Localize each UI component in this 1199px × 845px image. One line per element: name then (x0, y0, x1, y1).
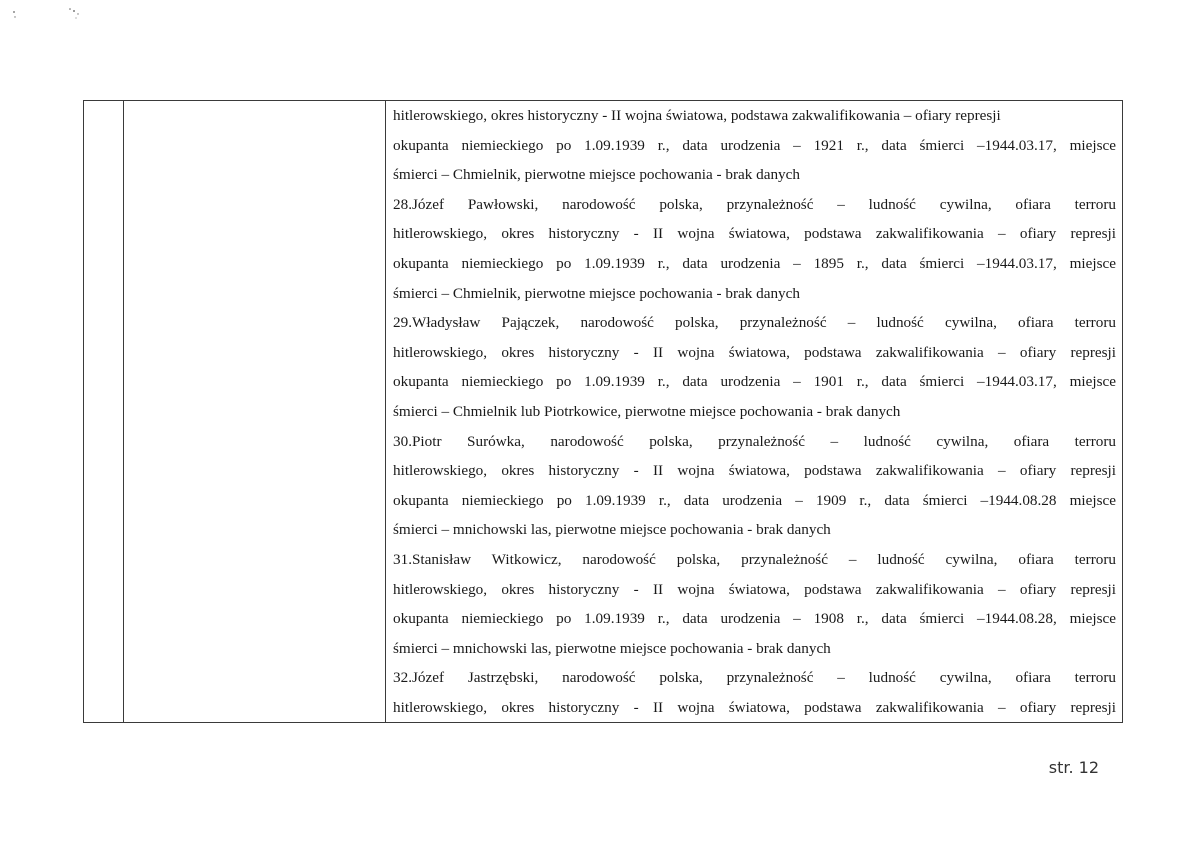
description-cell (386, 101, 1123, 723)
text-line: śmierci – mnichowski las, pierwotne miejsce pochowania - brak danych (393, 639, 831, 657)
text-line: 30.Piotr Surówka, narodowość polska, przynależność – ludność cywilna, ofiara terroru (393, 432, 1116, 450)
scan-specks (8, 4, 98, 24)
text-line: hitlerowskiego, okres historyczny - II wojna światowa, podstawa zakwalifikowania – ofiary represji (393, 107, 1001, 124)
text-line: okupanta niemieckiego po 1.09.1939 r., data urodzenia – 1895 r., data śmierci –1944.03.17, miejsce (393, 254, 1116, 272)
page-number: str. 12 (1048, 758, 1099, 777)
text-line: 28.Józef Pawłowski, narodowość polska, przynależność – ludność cywilna, ofiara terroru (393, 195, 1116, 213)
table-row (84, 101, 1123, 723)
text-line: okupanta niemieckiego po 1.09.1939 r., data urodzenia – 1909 r., data śmierci –1944.08.28 miejsce (393, 491, 1116, 509)
text-line: hitlerowskiego, okres historyczny - II wojna światowa, podstawa zakwalifikowania – ofiary represji (393, 580, 1116, 598)
text-line: śmierci – mnichowski las, pierwotne miejsce pochowania - brak danych (393, 521, 831, 539)
text-line: hitlerowskiego, okres historyczny - II wojna światowa, podstawa zakwalifikowania – ofiary represji (393, 343, 1116, 361)
records-table (83, 100, 1123, 723)
name-column-cell (124, 101, 386, 723)
text-line: śmierci – Chmielnik lub Piotrkowice, pierwotne miejsce pochowania - brak danych (393, 402, 901, 420)
text-line: hitlerowskiego, okres historyczny - II wojna światowa, podstawa zakwalifikowania – ofiary represji (393, 462, 1116, 480)
text-line: okupanta niemieckiego po 1.09.1939 r., data urodzenia – 1921 r., data śmierci –1944.03.17, miejsce (393, 136, 1116, 154)
text-line: okupanta niemieckiego po 1.09.1939 r., data urodzenia – 1901 r., data śmierci –1944.03.17, miejsce (393, 373, 1116, 391)
text-line: okupanta niemieckiego po 1.09.1939 r., data urodzenia – 1908 r., data śmierci –1944.08.28, miejsce (393, 610, 1116, 628)
text-line: 31.Stanisław Witkowicz, narodowość polska, przynależność – ludność cywilna, ofiara terroru (393, 550, 1116, 568)
text-line: hitlerowskiego, okres historyczny - II wojna światowa, podstawa zakwalifikowania – ofiary represji (393, 698, 1116, 716)
text-line: śmierci – Chmielnik, pierwotne miejsce pochowania - brak danych (393, 166, 800, 184)
text-line: śmierci – Chmielnik, pierwotne miejsce pochowania - brak danych (393, 284, 800, 302)
text-line: hitlerowskiego, okres historyczny - II wojna światowa, podstawa zakwalifikowania – ofiary represji (393, 225, 1116, 243)
index-column-cell (84, 101, 124, 723)
text-line: 29.Władysław Pajączek, narodowość polska, przynależność – ludność cywilna, ofiara terroru (393, 314, 1116, 332)
text-line: 32.Józef Jastrzębski, narodowość polska, przynależność – ludność cywilna, ofiara terroru (393, 669, 1116, 687)
